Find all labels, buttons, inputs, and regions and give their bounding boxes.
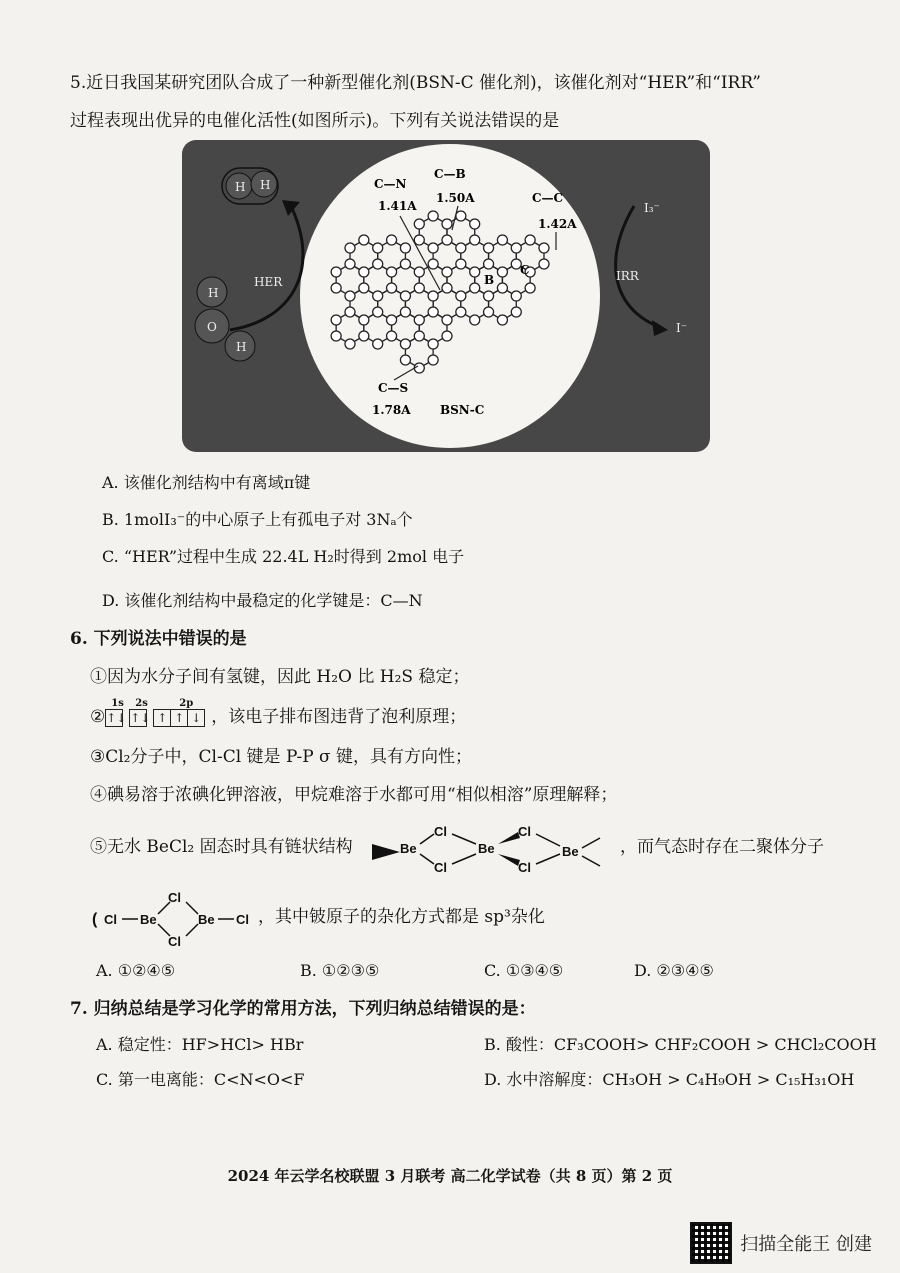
- q6-statement-5-end: ，其中铍原子的杂化方式都是 sp³杂化: [258, 907, 545, 927]
- orbital-2s-label: 2s: [135, 698, 148, 709]
- lattice-atom: [373, 243, 383, 253]
- lattice-atom: [428, 355, 438, 365]
- dimer-paren-open: (: [92, 911, 98, 928]
- lattice-atom: [525, 283, 535, 293]
- lattice-atom: [442, 267, 452, 277]
- cs-label: C—S: [378, 381, 409, 395]
- lattice-atom: [497, 235, 507, 245]
- q6-title: 6. 下列说法中错误的是: [70, 629, 247, 649]
- dimer-cl-top: Cl: [168, 890, 181, 905]
- lattice-atom: [373, 291, 383, 301]
- lattice-atom: [442, 235, 452, 245]
- orbital-2p-label: 2p: [179, 698, 194, 709]
- cs-length: 1.78A: [372, 403, 411, 417]
- lattice-atom: [331, 331, 341, 341]
- lattice-atom: [442, 315, 452, 325]
- lattice-atom: [470, 219, 480, 229]
- lattice-atom: [470, 315, 480, 325]
- dimer-be-left: Be: [140, 912, 157, 927]
- lattice-atom: [387, 235, 397, 245]
- orbital-2p-cell-2: ↑: [171, 710, 188, 726]
- lattice-atom: [428, 339, 438, 349]
- q6-option-d[interactable]: D. ②③④⑤: [634, 961, 714, 980]
- orbital-1s: [105, 698, 127, 728]
- chain-be-1: Be: [400, 841, 417, 856]
- lattice-atom: [511, 307, 521, 317]
- lattice-atom: [456, 259, 466, 269]
- q5-line2: 过程表现出优异的电催化活性(如图所示)。下列有关说法错误的是: [70, 111, 560, 131]
- catalyst-figure: [182, 140, 710, 452]
- lattice-atom: [359, 315, 369, 325]
- iminus-label: I⁻: [676, 321, 688, 335]
- lattice-atom: [511, 243, 521, 253]
- lattice-atom: [456, 307, 466, 317]
- lattice-atom: [414, 331, 424, 341]
- lattice-atom: [470, 267, 480, 277]
- lattice-atom: [539, 259, 549, 269]
- orbital-1s-label: 1s: [111, 698, 124, 709]
- lattice-atom: [359, 267, 369, 277]
- chain-cl-1: Cl: [434, 824, 447, 839]
- lattice-atom: [414, 283, 424, 293]
- lattice-atom: [428, 243, 438, 253]
- lattice-atom: [400, 355, 410, 365]
- chain-be-3: Be: [562, 844, 579, 859]
- lattice-atom: [484, 291, 494, 301]
- lattice-atom: [442, 283, 452, 293]
- lattice-atom: [414, 315, 424, 325]
- lattice-atom: [456, 291, 466, 301]
- dimer-cl-left: Cl: [104, 912, 117, 927]
- q6-option-c[interactable]: C. ①③④⑤: [484, 961, 564, 980]
- h2-h1: H: [235, 180, 246, 194]
- q6-statement-4: ④碘易溶于浓碘化钾溶液，甲烷难溶于水都可用“相似相溶”原理解释；: [90, 785, 618, 805]
- becl2-dimer-structure: [92, 888, 262, 948]
- lattice-atom: [470, 235, 480, 245]
- lattice-atom: [511, 291, 521, 301]
- cb-label: C—B: [434, 167, 466, 181]
- dimer-cl-bottom: Cl: [168, 934, 181, 948]
- lattice-atom: [387, 283, 397, 293]
- lattice-atom: [400, 243, 410, 253]
- q7-option-b[interactable]: B. 酸性：CF₃COOH> CHF₂COOH > CHCl₂COOH: [484, 1035, 877, 1054]
- page-footer: 2024 年云学名校联盟 3 月联考 高二化学试卷（共 8 页）第 2 页: [227, 1167, 673, 1185]
- q6-option-a[interactable]: A. ①②④⑤: [96, 961, 176, 980]
- lattice-atom: [345, 259, 355, 269]
- s2-suffix: ，该电子排布图违背了泡利原理；: [211, 707, 467, 727]
- lattice-atom: [400, 291, 410, 301]
- cc-label: C—C: [532, 191, 564, 205]
- q5-option-a[interactable]: A. 该催化剂结构中有离域π键: [102, 473, 311, 492]
- q6-statement-5-prefix: ⑤无水 BeCl₂ 固态时具有链状结构: [90, 837, 353, 857]
- orbital-2p-cell-1: ↑: [154, 710, 171, 726]
- q5-option-c[interactable]: C. “HER”过程中生成 22.4L H₂时得到 2mol 电子: [102, 547, 465, 566]
- lattice-atom: [400, 339, 410, 349]
- scanner-watermark: [690, 1222, 872, 1264]
- lattice-atom: [345, 243, 355, 253]
- c-atom-label: C: [520, 263, 530, 277]
- lattice-atom: [373, 339, 383, 349]
- lattice-atom: [387, 315, 397, 325]
- lattice-atom: [331, 315, 341, 325]
- lattice-atom: [539, 243, 549, 253]
- lattice-atom: [400, 259, 410, 269]
- lattice-atom: [373, 307, 383, 317]
- chain-cl-3: Cl: [518, 824, 531, 839]
- lattice-atom: [428, 291, 438, 301]
- dimer-be-right: Be: [198, 912, 215, 927]
- orbital-2p: [153, 698, 205, 728]
- lattice-atom: [414, 267, 424, 277]
- q6-option-b[interactable]: B. ①②③⑤: [300, 961, 380, 980]
- her-label: HER: [254, 275, 283, 289]
- lattice-atom: [345, 307, 355, 317]
- water-o: O: [207, 320, 217, 334]
- lattice-atom: [484, 259, 494, 269]
- qr-code-icon: [690, 1222, 732, 1264]
- lattice-atom: [442, 331, 452, 341]
- lattice-atom: [345, 339, 355, 349]
- lattice-atom: [456, 243, 466, 253]
- lattice-atom: [373, 259, 383, 269]
- chain-cl-4: Cl: [518, 860, 531, 875]
- lattice-atom: [456, 211, 466, 221]
- cn-length: 1.41A: [378, 199, 417, 213]
- q5-line1: 5.近日我国某研究团队合成了一种新型催化剂(BSN-C 催化剂)，该催化剂对“HER”和“IRR”: [70, 73, 761, 93]
- q6-statement-1: ①因为水分子间有氢键，因此 H₂O 比 H₂S 稳定；: [90, 667, 470, 687]
- lattice-atom: [387, 267, 397, 277]
- irr-label: IRR: [616, 269, 639, 283]
- s2-prefix: ②: [90, 707, 106, 727]
- lattice-atom: [484, 307, 494, 317]
- q6-statement-3: ③Cl₂分子中，Cl-Cl 键是 P-P σ 键，具有方向性；: [90, 747, 473, 767]
- lattice-atom: [525, 235, 535, 245]
- orbital-1s-cell: ↑↓: [106, 711, 127, 725]
- q7-option-d[interactable]: D. 水中溶解度：CH₃OH > C₄H₉OH > C₁₅H₃₁OH: [484, 1070, 855, 1089]
- lattice-atom: [497, 267, 507, 277]
- scanner-label: 扫描全能王 创建: [740, 1234, 872, 1255]
- becl2-chain-structure: [368, 820, 618, 876]
- water-h2: H: [236, 340, 247, 354]
- q7-title: 7. 归纳总结是学习化学的常用方法，下列归纳总结错误的是：: [70, 999, 536, 1019]
- cb-length: 1.50A: [436, 191, 475, 205]
- lattice-atom: [387, 331, 397, 341]
- water-h1: H: [208, 286, 219, 300]
- lattice-atom: [345, 291, 355, 301]
- orbital-2s-cell: ↑↓: [130, 711, 151, 725]
- lattice-atom: [428, 259, 438, 269]
- q6-statement-2: [90, 698, 467, 728]
- lattice-atom: [331, 267, 341, 277]
- q5-option-b[interactable]: B. 1molI₃⁻的中心原子上有孤电子对 3Nₐ个: [102, 510, 413, 529]
- lattice-atom: [400, 307, 410, 317]
- lattice-atom: [428, 211, 438, 221]
- lattice-atom: [359, 283, 369, 293]
- cn-label: C—N: [374, 177, 407, 191]
- q6-statement-5-suffix: ，而气态时存在二聚体分子: [620, 837, 824, 857]
- orbital-2s: [129, 698, 151, 728]
- lattice-atom: [470, 283, 480, 293]
- lattice-atom: [414, 363, 424, 373]
- dimer-cl-right: Cl: [236, 912, 249, 927]
- lattice-atom: [414, 235, 424, 245]
- cc-length: 1.42A: [538, 217, 577, 231]
- chain-cl-2: Cl: [434, 860, 447, 875]
- lattice-atom: [497, 283, 507, 293]
- catalyst-diagram: [182, 140, 710, 452]
- catalyst-name: BSN-C: [440, 403, 485, 417]
- q7-option-a[interactable]: A. 稳定性：HF>HCl> HBr: [96, 1035, 304, 1054]
- lattice-atom: [484, 243, 494, 253]
- lattice-atom: [442, 219, 452, 229]
- q7-option-c[interactable]: C. 第一电离能：C<N<O<F: [96, 1070, 305, 1089]
- i3-label: I₃⁻: [644, 201, 660, 215]
- chain-be-2: Be: [478, 841, 495, 856]
- lattice-atom: [359, 331, 369, 341]
- lattice-atom: [497, 315, 507, 325]
- q5-option-d[interactable]: D. 该催化剂结构中最稳定的化学键是：C—N: [102, 591, 423, 610]
- h2-h2: H: [260, 178, 271, 192]
- lattice-atom: [428, 307, 438, 317]
- orbital-2p-cell-3: ↓: [191, 711, 202, 725]
- lattice-atom: [331, 283, 341, 293]
- lattice-atom: [414, 219, 424, 229]
- lattice-atom: [359, 235, 369, 245]
- b-atom-label: B: [484, 273, 495, 287]
